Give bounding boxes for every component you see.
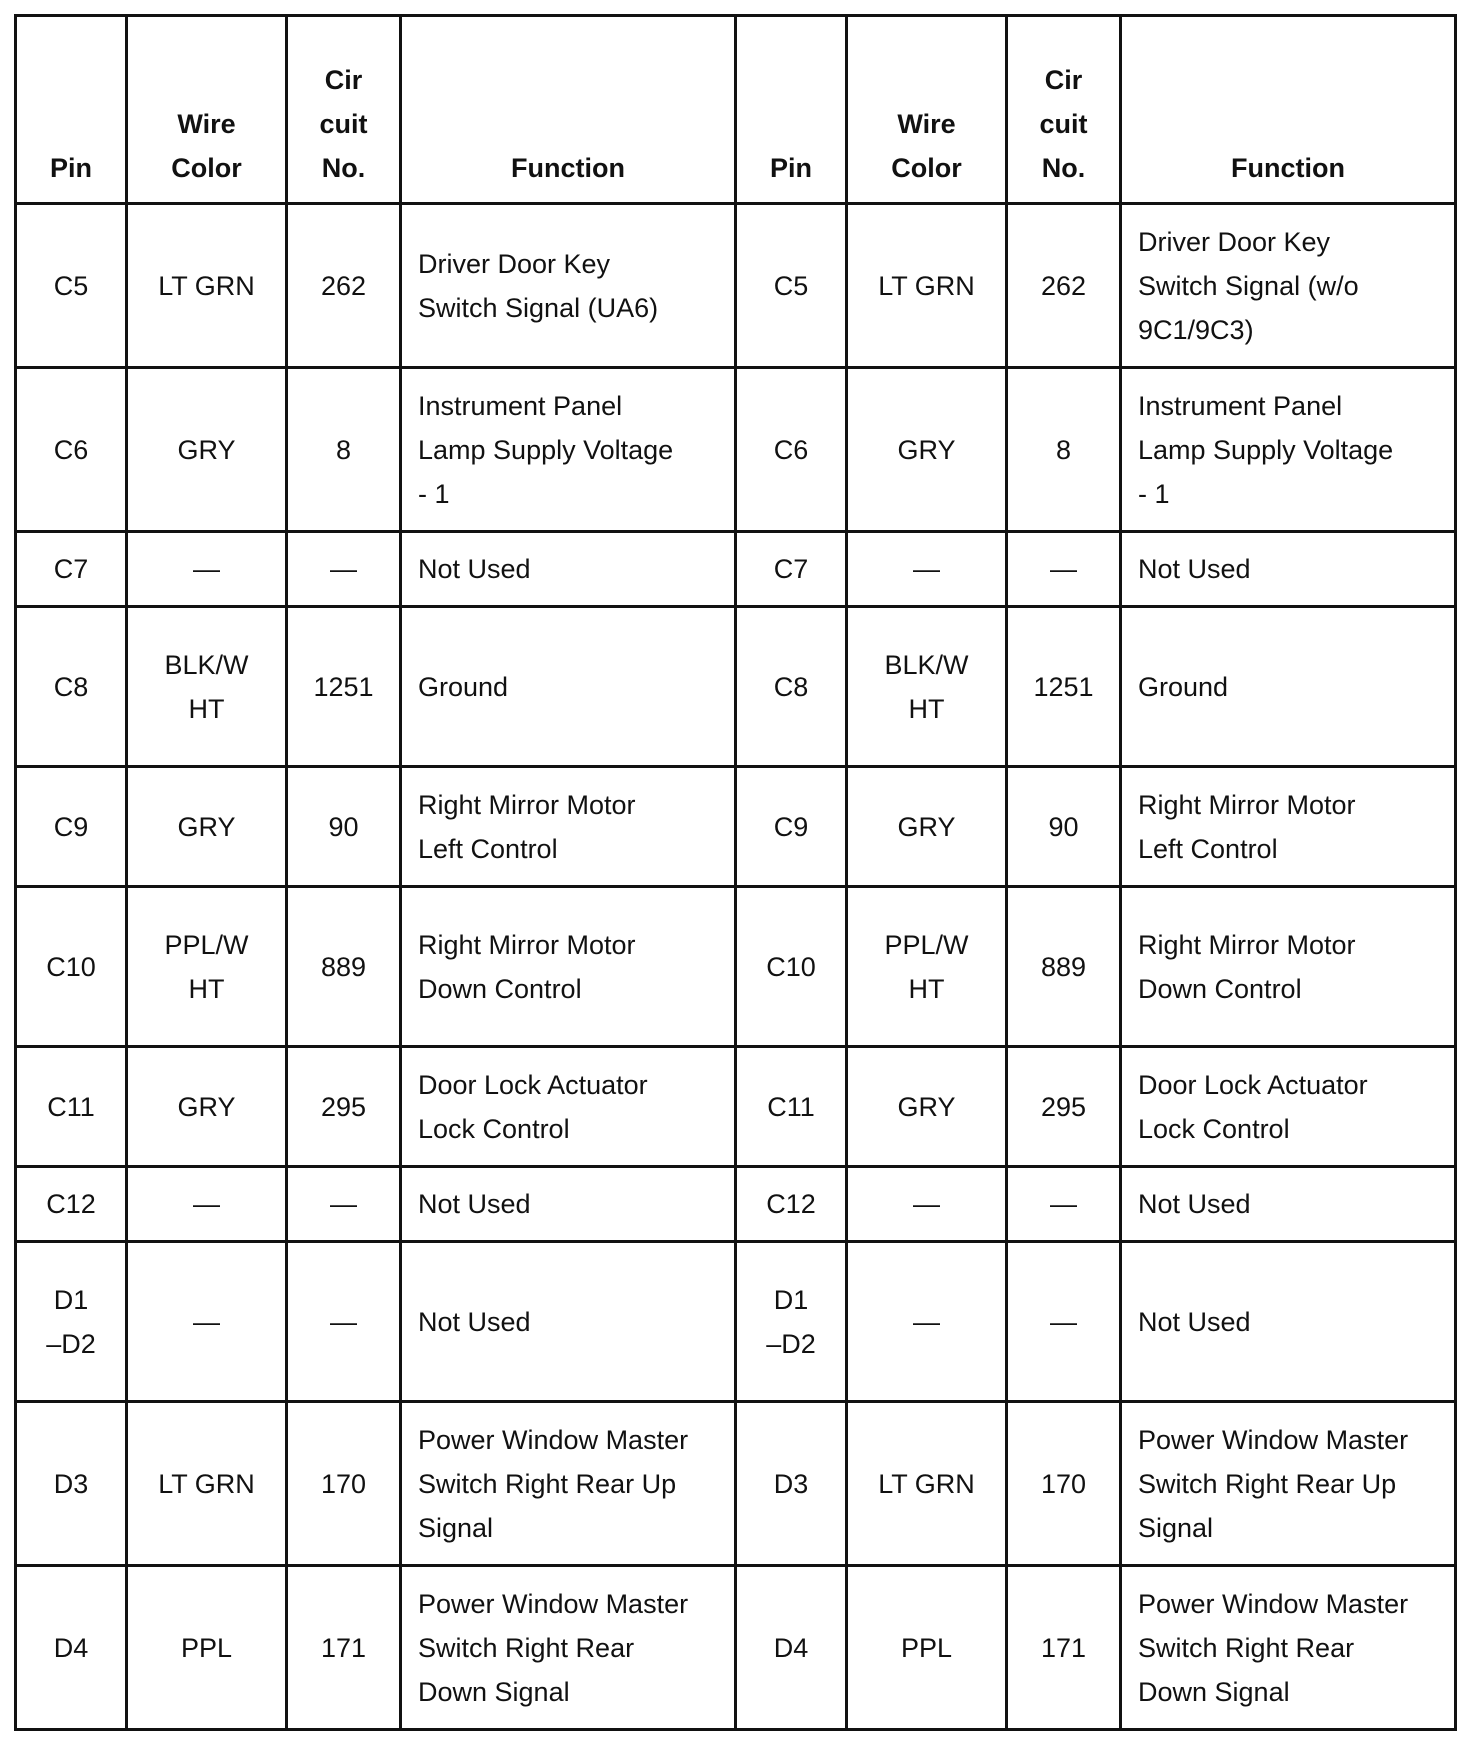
function-cell: Power Window Master Switch Right Rear Down Signal bbox=[401, 1566, 736, 1730]
function-cell: Door Lock Actuator Lock Control bbox=[401, 1047, 736, 1167]
wire-color-cell: GRY bbox=[127, 767, 287, 887]
pin-cell: C9 bbox=[16, 767, 127, 887]
circuit-cell: 262 bbox=[287, 204, 401, 368]
pin-cell: C11 bbox=[16, 1047, 127, 1167]
pin-cell: D4 bbox=[736, 1566, 847, 1730]
function-cell: Right Mirror Motor Left Control bbox=[1121, 767, 1456, 887]
function-cell: Driver Door Key Switch Signal (w/o 9C1/9C3) bbox=[1121, 204, 1456, 368]
header-circuit-no: Cir cuit No. bbox=[1007, 16, 1121, 204]
table-row bbox=[16, 1047, 1456, 1167]
wire-color-cell: — bbox=[127, 1242, 287, 1402]
function-cell: Instrument Panel Lamp Supply Voltage - 1 bbox=[1121, 368, 1456, 532]
pin-cell: C9 bbox=[736, 767, 847, 887]
function-cell: Ground bbox=[1121, 607, 1456, 767]
circuit-cell: 8 bbox=[287, 368, 401, 532]
circuit-cell: 295 bbox=[287, 1047, 401, 1167]
pin-cell: C6 bbox=[736, 368, 847, 532]
pin-cell: C7 bbox=[736, 532, 847, 607]
circuit-cell: 170 bbox=[287, 1402, 401, 1566]
header-function: Function bbox=[1121, 16, 1456, 204]
wire-color-cell: GRY bbox=[847, 368, 1007, 532]
circuit-cell: — bbox=[287, 1167, 401, 1242]
circuit-cell: 1251 bbox=[1007, 607, 1121, 767]
wire-color-cell: — bbox=[847, 1167, 1007, 1242]
wire-color-cell: BLK/W HT bbox=[127, 607, 287, 767]
wire-color-cell: PPL bbox=[847, 1566, 1007, 1730]
pin-cell: C10 bbox=[736, 887, 847, 1047]
pin-cell: C6 bbox=[16, 368, 127, 532]
table-row bbox=[16, 532, 1456, 607]
function-cell: Right Mirror Motor Left Control bbox=[401, 767, 736, 887]
wire-color-cell: PPL bbox=[127, 1566, 287, 1730]
circuit-cell: 262 bbox=[1007, 204, 1121, 368]
wire-color-cell: GRY bbox=[847, 1047, 1007, 1167]
table-row bbox=[16, 887, 1456, 1047]
pin-cell: C10 bbox=[16, 887, 127, 1047]
wire-color-cell: GRY bbox=[127, 1047, 287, 1167]
circuit-cell: 90 bbox=[287, 767, 401, 887]
circuit-cell: 295 bbox=[1007, 1047, 1121, 1167]
function-cell: Power Window Master Switch Right Rear Up Signal bbox=[1121, 1402, 1456, 1566]
pin-cell: C12 bbox=[16, 1167, 127, 1242]
circuit-cell: — bbox=[1007, 532, 1121, 607]
pin-cell: D3 bbox=[16, 1402, 127, 1566]
pin-cell: C12 bbox=[736, 1167, 847, 1242]
function-cell: Not Used bbox=[1121, 532, 1456, 607]
header-circuit-no: Cir cuit No. bbox=[287, 16, 401, 204]
circuit-cell: 171 bbox=[1007, 1566, 1121, 1730]
function-cell: Power Window Master Switch Right Rear Up Signal bbox=[401, 1402, 736, 1566]
header-wire-color: Wire Color bbox=[127, 16, 287, 204]
table-row bbox=[16, 1167, 1456, 1242]
wire-color-cell: LT GRN bbox=[847, 204, 1007, 368]
function-cell: Not Used bbox=[1121, 1242, 1456, 1402]
circuit-cell: — bbox=[1007, 1167, 1121, 1242]
table-row bbox=[16, 368, 1456, 532]
pin-cell: C11 bbox=[736, 1047, 847, 1167]
circuit-cell: 170 bbox=[1007, 1402, 1121, 1566]
header-wire-color: Wire Color bbox=[847, 16, 1007, 204]
wire-color-cell: PPL/W HT bbox=[847, 887, 1007, 1047]
wire-color-cell: LT GRN bbox=[127, 204, 287, 368]
wire-color-cell: GRY bbox=[847, 767, 1007, 887]
table-row bbox=[16, 1402, 1456, 1566]
function-cell: Right Mirror Motor Down Control bbox=[401, 887, 736, 1047]
function-cell: Instrument Panel Lamp Supply Voltage - 1 bbox=[401, 368, 736, 532]
wire-color-cell: LT GRN bbox=[127, 1402, 287, 1566]
table-row bbox=[16, 767, 1456, 887]
wire-color-cell: — bbox=[847, 532, 1007, 607]
circuit-cell: — bbox=[287, 532, 401, 607]
header-function: Function bbox=[401, 16, 736, 204]
function-cell: Not Used bbox=[401, 1242, 736, 1402]
circuit-cell: 90 bbox=[1007, 767, 1121, 887]
pin-cell: C5 bbox=[736, 204, 847, 368]
pin-cell: D1 –D2 bbox=[736, 1242, 847, 1402]
function-cell: Power Window Master Switch Right Rear Down Signal bbox=[1121, 1566, 1456, 1730]
circuit-cell: 889 bbox=[1007, 887, 1121, 1047]
wire-color-cell: — bbox=[127, 532, 287, 607]
header-row bbox=[16, 16, 1456, 204]
wire-color-cell: PPL/W HT bbox=[127, 887, 287, 1047]
wire-color-cell: BLK/W HT bbox=[847, 607, 1007, 767]
function-cell: Not Used bbox=[401, 1167, 736, 1242]
header-pin: Pin bbox=[736, 16, 847, 204]
connector-pin-table bbox=[14, 14, 1457, 1731]
circuit-cell: — bbox=[287, 1242, 401, 1402]
table-row bbox=[16, 204, 1456, 368]
function-cell: Ground bbox=[401, 607, 736, 767]
pin-cell: D1 –D2 bbox=[16, 1242, 127, 1402]
table-row bbox=[16, 607, 1456, 767]
wire-color-cell: LT GRN bbox=[847, 1402, 1007, 1566]
pin-cell: D3 bbox=[736, 1402, 847, 1566]
table-row bbox=[16, 1566, 1456, 1730]
pin-cell: C5 bbox=[16, 204, 127, 368]
pin-cell: C8 bbox=[736, 607, 847, 767]
function-cell: Door Lock Actuator Lock Control bbox=[1121, 1047, 1456, 1167]
circuit-cell: 171 bbox=[287, 1566, 401, 1730]
wire-color-cell: — bbox=[127, 1167, 287, 1242]
circuit-cell: 889 bbox=[287, 887, 401, 1047]
circuit-cell: 8 bbox=[1007, 368, 1121, 532]
function-cell: Right Mirror Motor Down Control bbox=[1121, 887, 1456, 1047]
pin-cell: C7 bbox=[16, 532, 127, 607]
circuit-cell: — bbox=[1007, 1242, 1121, 1402]
header-pin: Pin bbox=[16, 16, 127, 204]
function-cell: Not Used bbox=[1121, 1167, 1456, 1242]
table-row bbox=[16, 1242, 1456, 1402]
wire-color-cell: GRY bbox=[127, 368, 287, 532]
function-cell: Driver Door Key Switch Signal (UA6) bbox=[401, 204, 736, 368]
wire-color-cell: — bbox=[847, 1242, 1007, 1402]
pin-cell: D4 bbox=[16, 1566, 127, 1730]
circuit-cell: 1251 bbox=[287, 607, 401, 767]
function-cell: Not Used bbox=[401, 532, 736, 607]
pin-cell: C8 bbox=[16, 607, 127, 767]
